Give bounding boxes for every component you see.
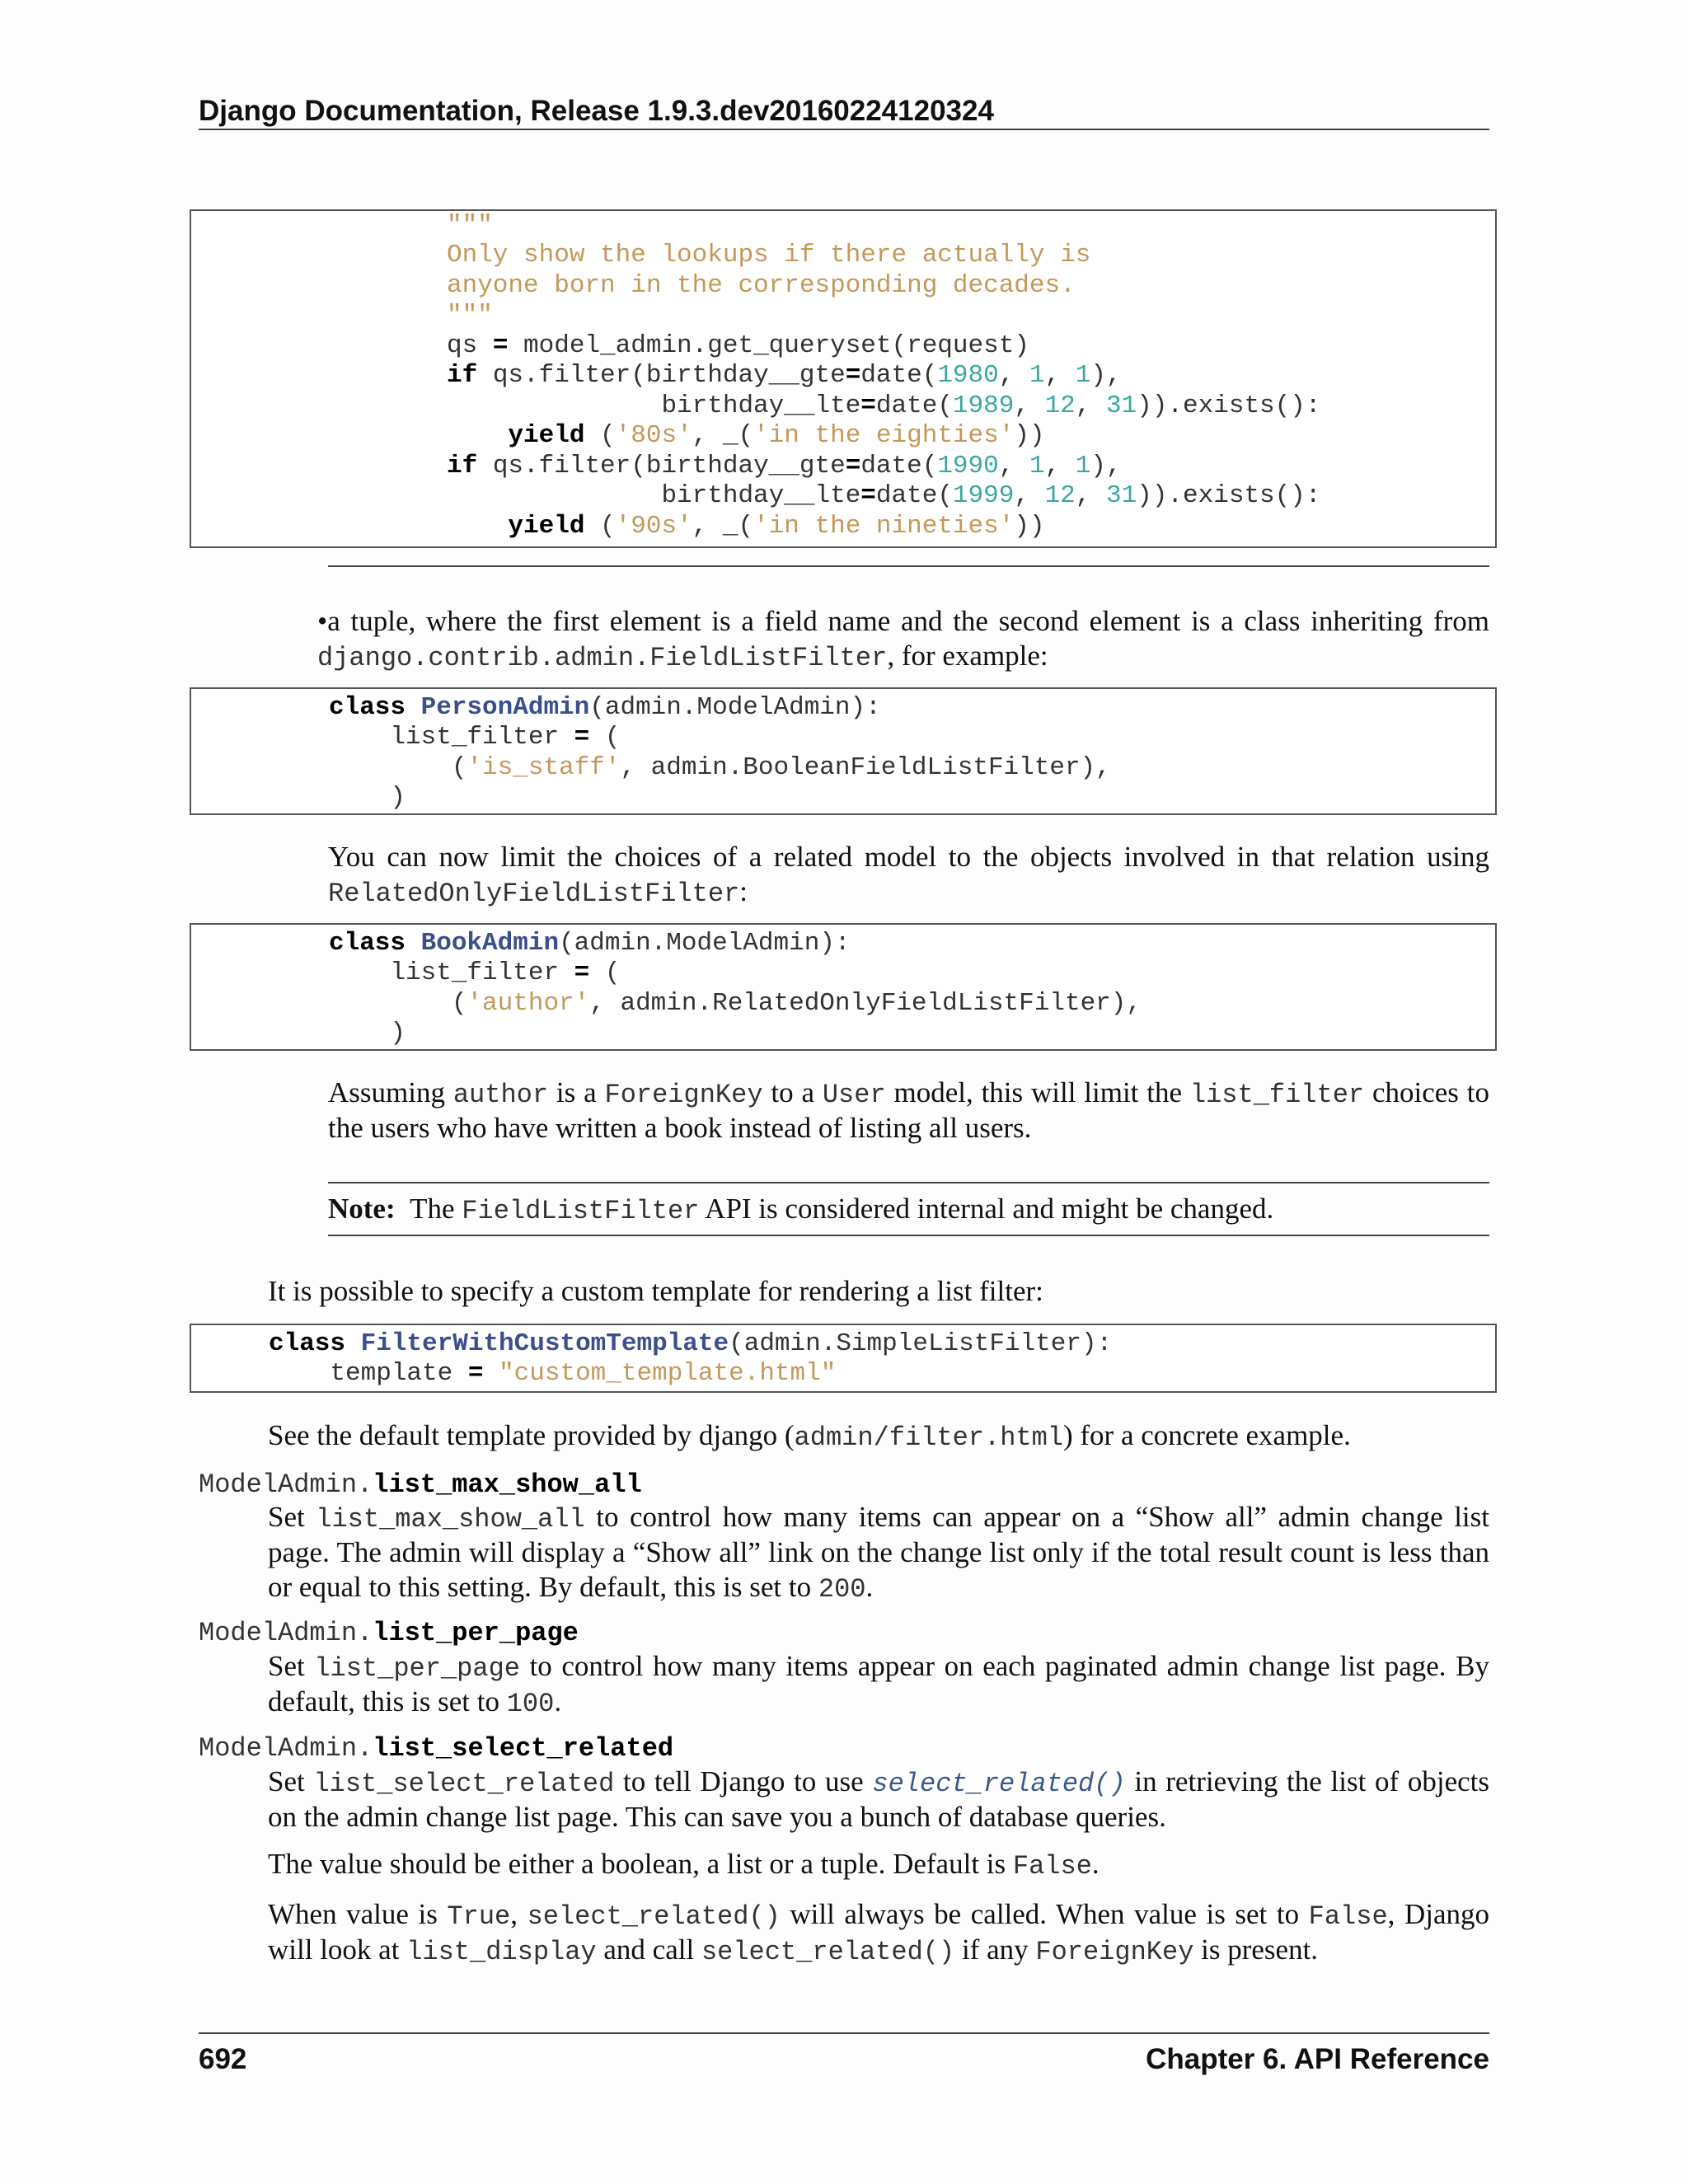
page-header-title: Django Documentation, Release 1.9.3.dev20160224120324 bbox=[199, 95, 994, 127]
inline-code: RelatedOnlyFieldListFilter bbox=[328, 879, 740, 909]
code-line: anyone born in the corresponding decades. bbox=[447, 271, 1076, 300]
paragraph-text: if any bbox=[954, 1933, 1036, 1966]
definition-body bbox=[268, 1765, 1489, 1835]
paragraph-text: See the default template provided by django ( bbox=[268, 1419, 795, 1451]
paragraph-text: Set bbox=[268, 1650, 315, 1682]
code-line: birthday__lte=date(1999, 12, 31)).exists(): bbox=[447, 481, 1321, 510]
inline-code: 200 bbox=[818, 1574, 866, 1605]
code-line: """ bbox=[447, 301, 493, 330]
paragraph-text: , bbox=[510, 1898, 528, 1930]
code-line: list_filter = ( bbox=[329, 958, 621, 987]
bullet-text-end: , for example: bbox=[887, 640, 1048, 672]
paragraph-text: and call bbox=[596, 1933, 701, 1966]
paragraph-when-value bbox=[268, 1897, 1489, 1969]
paragraph-text: Set bbox=[268, 1765, 314, 1797]
paragraph-text: choices to the users who have written a book instead of listing all users. bbox=[328, 1076, 1489, 1145]
section-rule bbox=[328, 565, 1489, 567]
paragraph-text: is present. bbox=[1193, 1933, 1319, 1966]
paragraph-text: in retrieving the list of objects on the admin change list page. This can save you a bunch of database queries. bbox=[268, 1765, 1489, 1834]
definition-name: list_per_page bbox=[373, 1618, 579, 1648]
code-block-lookups bbox=[190, 209, 1497, 548]
chapter-title: Chapter 6. API Reference bbox=[1146, 2043, 1489, 2075]
code-line: ('author', admin.RelatedOnlyFieldListFilter), bbox=[329, 989, 1142, 1018]
definition-list-select-related bbox=[199, 1733, 673, 1765]
paragraph-text: to control how many items appear on each paginated admin change list page. By default, this is set to bbox=[268, 1650, 1489, 1718]
select-related-link[interactable]: select_related() bbox=[872, 1769, 1126, 1799]
paragraph-text: . bbox=[1091, 1848, 1100, 1880]
paragraph-text: : bbox=[739, 875, 748, 907]
code-line: ) bbox=[329, 1019, 406, 1047]
paragraph-text: Set bbox=[268, 1501, 316, 1533]
inline-code: author bbox=[452, 1080, 549, 1110]
definition-body bbox=[268, 1500, 1489, 1606]
inline-code: User bbox=[822, 1080, 886, 1110]
inline-code: 100 bbox=[506, 1689, 555, 1720]
paragraph-text: You can now limit the choices of a related model to the objects involved in that relation using bbox=[328, 841, 1489, 873]
definition-prefix: ModelAdmin. bbox=[199, 1618, 373, 1648]
note-label: Note: bbox=[328, 1193, 396, 1225]
paragraph-text: . bbox=[865, 1571, 874, 1604]
paragraph-text: to a bbox=[762, 1076, 823, 1108]
code-line: template = "custom_template.html" bbox=[269, 1359, 837, 1388]
inline-code: list_per_page bbox=[314, 1653, 520, 1684]
inline-code: ForeignKey bbox=[604, 1080, 763, 1110]
paragraph-text: is a bbox=[548, 1076, 605, 1108]
header-rule bbox=[199, 129, 1489, 130]
footer-rule bbox=[199, 2032, 1489, 2034]
note-box bbox=[328, 1192, 1489, 1227]
inline-code: list_select_related bbox=[313, 1769, 615, 1799]
inline-code: False bbox=[1308, 1901, 1388, 1932]
inline-code: select_related() bbox=[527, 1901, 781, 1932]
paragraph-text: model, this will limit the bbox=[885, 1076, 1190, 1108]
code-line: """ bbox=[447, 211, 493, 240]
code-line: birthday__lte=date(1989, 12, 31)).exists(): bbox=[447, 391, 1321, 420]
bullet-item-tuple bbox=[317, 604, 1489, 674]
paragraph-text: Assuming bbox=[328, 1076, 453, 1108]
definition-prefix: ModelAdmin. bbox=[199, 1733, 373, 1764]
inline-code: django.contrib.admin.FieldListFilter bbox=[317, 643, 888, 673]
bullet-text: a tuple, where the first element is a field name and the second element is a class inheriting from bbox=[327, 605, 1489, 637]
note-bottom-rule bbox=[328, 1235, 1489, 1236]
code-block-person-admin bbox=[190, 687, 1497, 815]
code-line: qs = model_admin.get_queryset(request) bbox=[447, 331, 1029, 360]
inline-code: list_display bbox=[406, 1937, 597, 1968]
paragraph-related-only bbox=[328, 840, 1489, 910]
inline-code: ForeignKey bbox=[1035, 1937, 1194, 1968]
code-block-book-admin bbox=[190, 923, 1497, 1051]
code-line: yield ('90s', _('in the nineties')) bbox=[508, 512, 1045, 541]
inline-code: select_related() bbox=[701, 1937, 955, 1968]
note-text: API is considered internal and might be changed. bbox=[699, 1193, 1274, 1225]
paragraph-text: to control how many items can appear on a “Show all” admin change list page. The admin will display a “Show all” link on the change list only if the total result count is less than or equal to this setting. By default, this is set to bbox=[268, 1501, 1489, 1604]
code-line: class PersonAdmin(admin.ModelAdmin): bbox=[329, 693, 881, 722]
inline-code: list_filter bbox=[1189, 1080, 1365, 1110]
definition-name: list_select_related bbox=[373, 1733, 674, 1764]
page-number: 692 bbox=[199, 2043, 247, 2075]
paragraph-text: ) for a concrete example. bbox=[1063, 1419, 1351, 1451]
inline-code: FieldListFilter bbox=[462, 1196, 700, 1226]
paragraph-text: , Django will look at bbox=[268, 1898, 1490, 1966]
note-text: The bbox=[410, 1193, 462, 1225]
paragraph-value-type bbox=[268, 1847, 1489, 1882]
code-line: Only show the lookups if there actually is bbox=[447, 241, 1091, 269]
code-line: class BookAdmin(admin.ModelAdmin): bbox=[329, 929, 851, 958]
definition-prefix: ModelAdmin. bbox=[199, 1469, 373, 1500]
definition-list-max-show-all bbox=[199, 1469, 642, 1501]
paragraph-text: will always be called. When value is set to bbox=[780, 1898, 1309, 1930]
code-line: ) bbox=[329, 783, 406, 812]
inline-code: False bbox=[1012, 1851, 1092, 1882]
code-line: ('is_staff', admin.BooleanFieldListFilter), bbox=[329, 753, 1111, 782]
paragraph-text: When value is bbox=[268, 1898, 448, 1930]
code-line: list_filter = ( bbox=[329, 723, 621, 752]
paragraph-text: . bbox=[554, 1685, 562, 1718]
inline-code: admin/filter.html bbox=[794, 1422, 1063, 1453]
paragraph-assuming bbox=[328, 1076, 1489, 1146]
definition-list-per-page bbox=[199, 1618, 579, 1649]
code-block-custom-template bbox=[190, 1324, 1497, 1393]
code-line: if qs.filter(birthday__gte=date(1990, 1, 1), bbox=[447, 452, 1122, 480]
paragraph-custom-template: It is possible to specify a custom template for rendering a list filter: bbox=[268, 1275, 1043, 1307]
code-line: if qs.filter(birthday__gte=date(1980, 1, 1), bbox=[447, 361, 1122, 390]
definition-name: list_max_show_all bbox=[373, 1469, 642, 1500]
inline-code: list_max_show_all bbox=[316, 1504, 585, 1535]
bullet-marker: • bbox=[317, 605, 328, 637]
definition-body bbox=[268, 1649, 1489, 1721]
paragraph-text: The value should be either a boolean, a list or a tuple. Default is bbox=[268, 1848, 1013, 1880]
code-line: class FilterWithCustomTemplate(admin.SimpleListFilter): bbox=[269, 1329, 1113, 1358]
paragraph-text: to tell Django to use bbox=[614, 1765, 873, 1797]
paragraph-default-template bbox=[268, 1418, 1489, 1454]
code-line: yield ('80s', _('in the eighties')) bbox=[508, 421, 1045, 450]
inline-code: True bbox=[447, 1901, 511, 1932]
note-top-rule bbox=[328, 1182, 1489, 1183]
